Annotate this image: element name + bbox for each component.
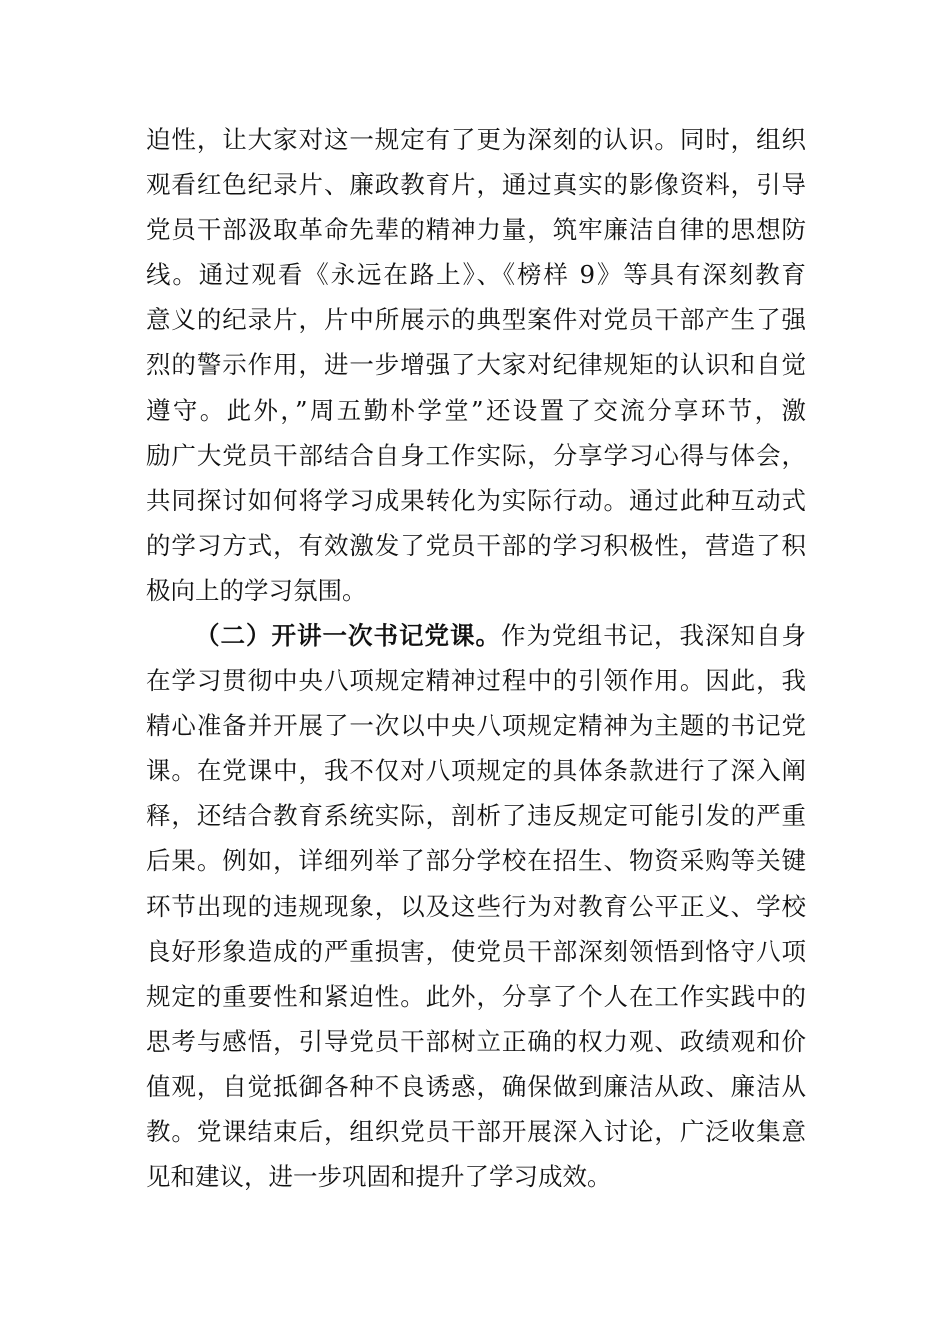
text-line: 环节出现的违规现象，以及这些行为对教育公平正义、学校 xyxy=(146,891,806,921)
text-line: 线。通过观看《永远在路上》、《榜样 9》等具有深刻教育 xyxy=(146,260,806,290)
text-line: 课。在党课中，我不仅对八项规定的具体条款进行了深入阐 xyxy=(146,756,806,786)
section-heading: （二）开讲一次书记党课。 xyxy=(195,621,501,650)
text-line: 党员干部汲取革命先辈的精神力量，筑牢廉洁自律的思想防 xyxy=(146,215,806,245)
text-line: 烈的警示作用，进一步增强了大家对纪律规矩的认识和自觉 xyxy=(146,350,806,380)
text-line: 励广大党员干部结合自身工作实际，分享学习心得与体会， xyxy=(146,440,806,470)
paragraph-party-lecture xyxy=(146,613,806,1199)
heading-line-rest: 作为党组书记，我深知自身 xyxy=(501,621,806,650)
text-line: 极向上的学习氛围。 xyxy=(146,575,367,605)
text-line: 思考与感悟，引导党员干部树立正确的权力观、政绩观和价 xyxy=(146,1026,806,1056)
text-line: 精心准备并开展了一次以中央八项规定精神为主题的书记党 xyxy=(146,711,806,741)
text-line: 在学习贯彻中央八项规定精神过程中的引领作用。因此，我 xyxy=(146,666,806,696)
text-line: 迫性，让大家对这一规定有了更为深刻的认识。同时，组织 xyxy=(146,125,806,154)
text-line: 意义的纪录片，片中所展示的典型案件对党员干部产生了强 xyxy=(146,305,806,335)
paragraph-first-line xyxy=(146,613,806,658)
text-line: 遵守。此外，”周五勤朴学堂”还设置了交流分享环节，激 xyxy=(146,395,806,425)
text-line: 的学习方式，有效激发了党员干部的学习积极性，营造了积 xyxy=(146,530,806,560)
text-line: 后果。例如，详细列举了部分学校在招生、物资采购等关键 xyxy=(146,846,806,876)
text-line: 见和建议，进一步巩固和提升了学习成效。 xyxy=(146,1162,612,1192)
text-line: 共同探讨如何将学习成果转化为实际行动。通过此种互动式 xyxy=(146,485,806,515)
paragraph-continuation xyxy=(146,117,806,613)
text-line: 观看红色纪录片、廉政教育片，通过真实的影像资料，引导 xyxy=(146,170,806,200)
text-line: 良好形象造成的严重损害，使党员干部深刻领悟到恪守八项 xyxy=(146,936,806,966)
text-line: 值观，自觉抵御各种不良诱惑，确保做到廉洁从政、廉洁从 xyxy=(146,1071,806,1101)
text-line: 规定的重要性和紧迫性。此外，分享了个人在工作实践中的 xyxy=(146,981,806,1011)
text-line: 教。党课结束后，组织党员干部开展深入讨论，广泛收集意 xyxy=(146,1117,806,1147)
text-line: 释，还结合教育系统实际，剖析了违反规定可能引发的严重 xyxy=(146,801,806,831)
